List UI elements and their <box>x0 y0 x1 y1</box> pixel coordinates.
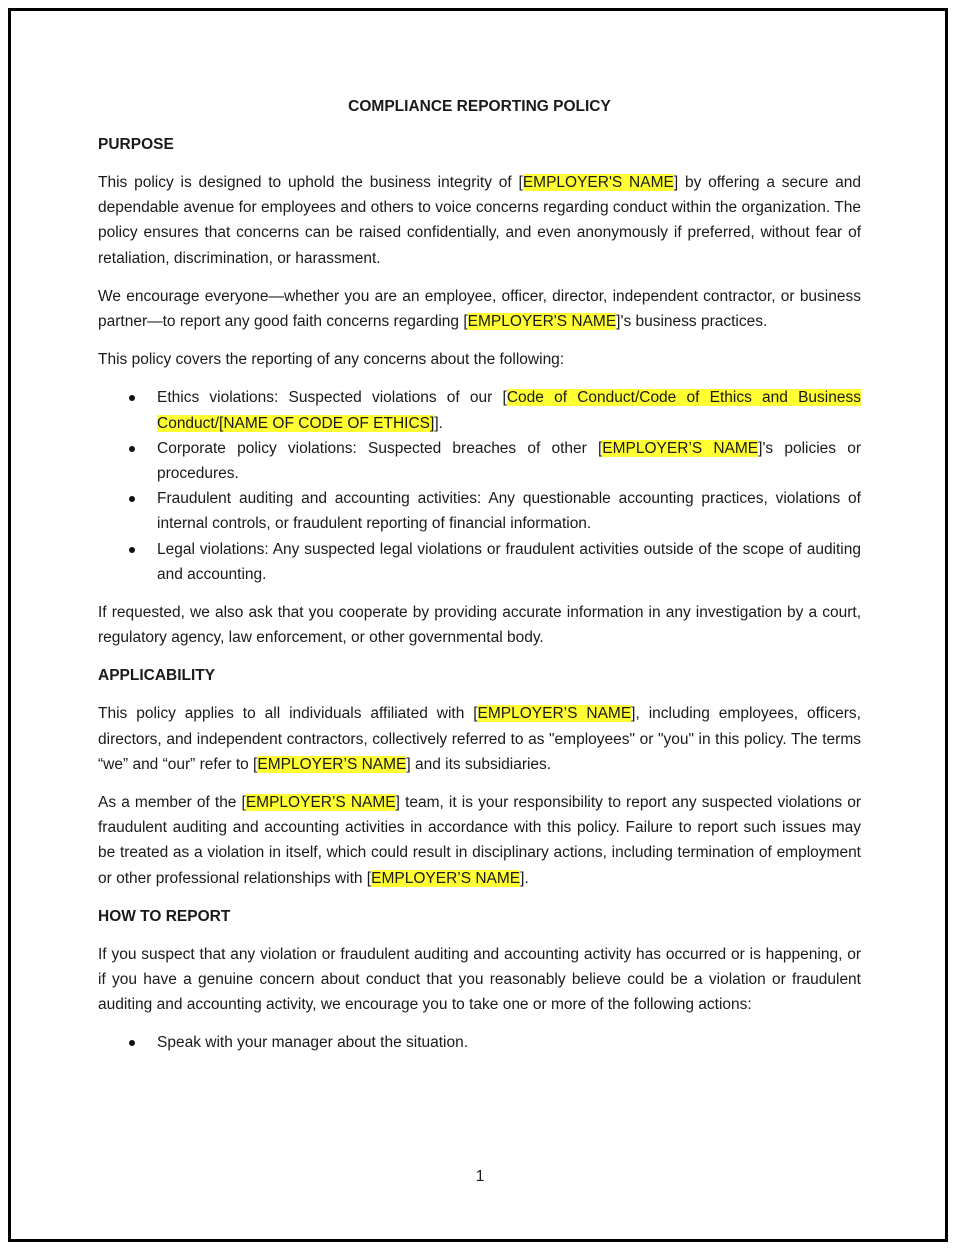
page-number: 1 <box>475 1168 485 1185</box>
list-item: Fraudulent auditing and accounting activities: Any questionable accounting practices, violations of internal controls, or fraudulent reporting of financial information. <box>98 486 861 536</box>
placeholder-highlight: Code of Conduct/Code of Ethics and Business Conduct/[NAME OF CODE OF ETHICS] <box>157 389 861 432</box>
purpose-paragraph-3: This policy covers the reporting of any concerns about the following: <box>98 351 565 369</box>
applicability-paragraph-2: As a member of the [EMPLOYER’S NAME] team, it is your responsibility to report any suspected violations or fraudulent auditing and accounting activities in accordance with this policy. Failure to report such issues may be treated as a violation in itself, which could result in disciplinary actions, including termination of employment or other professional relationships with [EMPLOYER’S NAME]. <box>98 794 861 887</box>
list-item: Ethics violations: Suspected violations of our [Code of Conduct/Code of Ethics and Business Conduct/[NAME OF CODE OF ETHICS]]. <box>98 385 861 435</box>
purpose-heading: PURPOSE <box>98 136 174 153</box>
placeholder-highlight: EMPLOYER'S NAME <box>467 313 617 331</box>
purpose-paragraph-2: We encourage everyone—whether you are an employee, officer, director, independent contractor, or business partner—to report any good faith concerns regarding [EMPLOYER'S NAME]'s business practices. <box>98 287 861 331</box>
list-item: Legal violations: Any suspected legal violations or fraudulent activities outside of the scope of auditing and accounting. <box>98 537 861 587</box>
applicability-paragraph-1: This policy applies to all individuals affiliated with [EMPLOYER’S NAME], including employees, officers, directors, and independent contractors, collectively referred to as "employees" or "you" in this policy. The terms “we” and “our” refer to [EMPLOYER’S NAME] and its subsidiaries. <box>98 705 861 773</box>
placeholder-highlight: EMPLOYER’S NAME <box>371 869 521 887</box>
document-body <box>98 94 861 1069</box>
bullet-icon <box>129 395 135 401</box>
placeholder-highlight: EMPLOYER'S NAME <box>522 174 674 191</box>
document-title: COMPLIANCE REPORTING POLICY <box>348 98 611 115</box>
list-item: Speak with your manager about the situation. <box>98 1030 861 1055</box>
bullet-icon <box>129 1040 135 1046</box>
placeholder-highlight: EMPLOYER’S NAME <box>245 794 396 812</box>
bullet-icon <box>129 446 135 452</box>
purpose-paragraph-4: If requested, we also ask that you cooperate by providing accurate information in any investigation by a court, regulatory agency, law enforcement, or other governmental body. <box>98 604 861 647</box>
bullet-icon <box>129 496 135 502</box>
list-item: Corporate policy violations: Suspected breaches of other [EMPLOYER’S NAME]'s policies or procedures. <box>98 436 861 486</box>
actions-list <box>98 1030 861 1055</box>
placeholder-highlight: EMPLOYER’S NAME <box>257 755 407 773</box>
placeholder-highlight: EMPLOYER’S NAME <box>477 705 632 723</box>
purpose-paragraph-1: This policy is designed to uphold the business integrity of [EMPLOYER'S NAME] by offering a secure and dependable avenue for employees and others to voice concerns regarding conduct within the organization. The policy ensures that concerns can be raised confidentially, and even anonymously if preferred, without fear of retaliation, discrimination, or harassment. <box>98 174 861 267</box>
placeholder-highlight: EMPLOYER’S NAME <box>602 439 759 457</box>
how-to-report-heading: HOW TO REPORT <box>98 907 231 925</box>
applicability-heading: APPLICABILITY <box>98 667 216 685</box>
how-to-report-paragraph-1: If you suspect that any violation or fraudulent auditing and accounting activity has occurred or is happening, or if you have a genuine concern about conduct that you reasonably believe could be a violation or fraudulent auditing and accounting activity, we encourage you to take one or more of the following actions: <box>98 945 861 1014</box>
concerns-list <box>98 385 861 587</box>
bullet-icon <box>129 547 135 553</box>
